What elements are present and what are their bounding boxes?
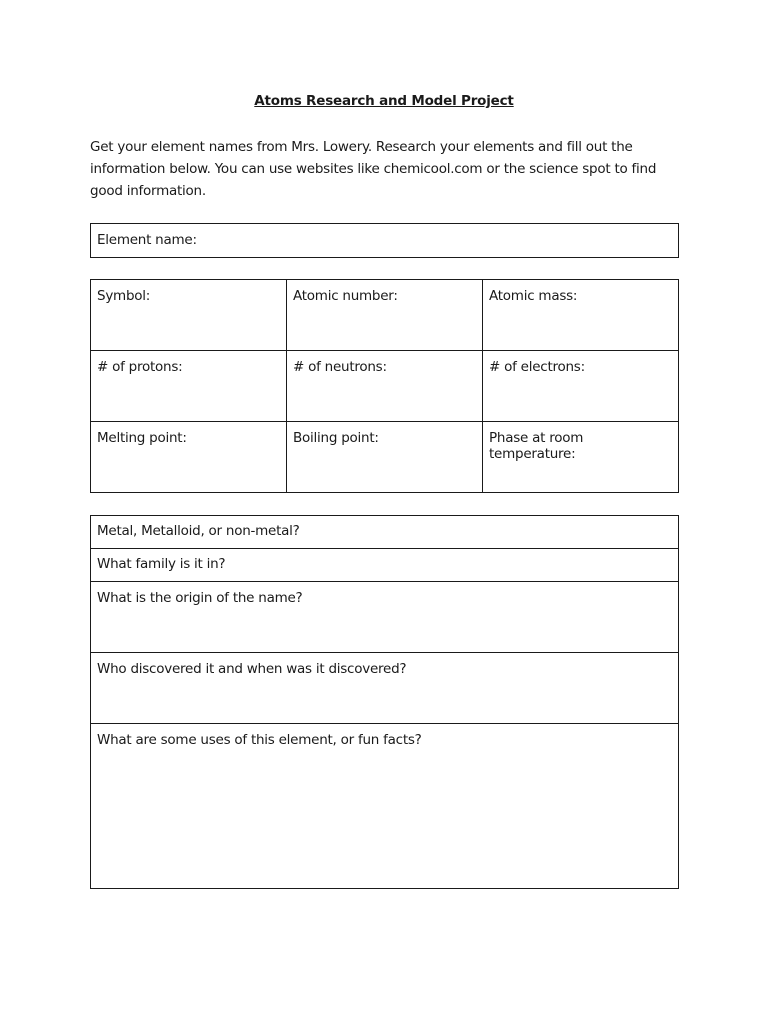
table-row [91,653,679,724]
melting-point-cell[interactable]: Melting point: [91,422,287,493]
atomic-number-cell[interactable]: Atomic number: [287,280,483,351]
family-question[interactable]: What family is it in? [91,549,679,582]
table-row [91,422,679,493]
table-row [91,724,679,889]
element-name-field[interactable] [90,223,679,258]
table-row [91,516,679,549]
metal-type-question[interactable]: Metal, Metalloid, or non-metal? [91,516,679,549]
uses-facts-question[interactable]: What are some uses of this element, or fun facts? [91,724,679,889]
electrons-cell[interactable]: # of electrons: [483,351,679,422]
symbol-cell[interactable]: Symbol: [91,280,287,351]
discovery-question[interactable]: Who discovered it and when was it discovered? [91,653,679,724]
table-row [91,351,679,422]
boiling-point-cell[interactable]: Boiling point: [287,422,483,493]
phase-cell[interactable]: Phase at room temperature: [483,422,679,493]
neutrons-cell[interactable]: # of neutrons: [287,351,483,422]
table-row [91,280,679,351]
table-row [91,549,679,582]
questions-table [90,515,679,889]
page-title: Atoms Research and Model Project [254,93,514,109]
element-name-label: Element name: [97,232,197,248]
table-row [91,582,679,653]
protons-cell[interactable]: # of protons: [91,351,287,422]
intro-paragraph: Get your element names from Mrs. Lowery. Research your elements and fill out the information below. You can use websites like chemicool.com or the science spot to find good information. [90,139,657,199]
properties-table [90,279,679,493]
name-origin-question[interactable]: What is the origin of the name? [91,582,679,653]
atomic-mass-cell[interactable]: Atomic mass: [483,280,679,351]
